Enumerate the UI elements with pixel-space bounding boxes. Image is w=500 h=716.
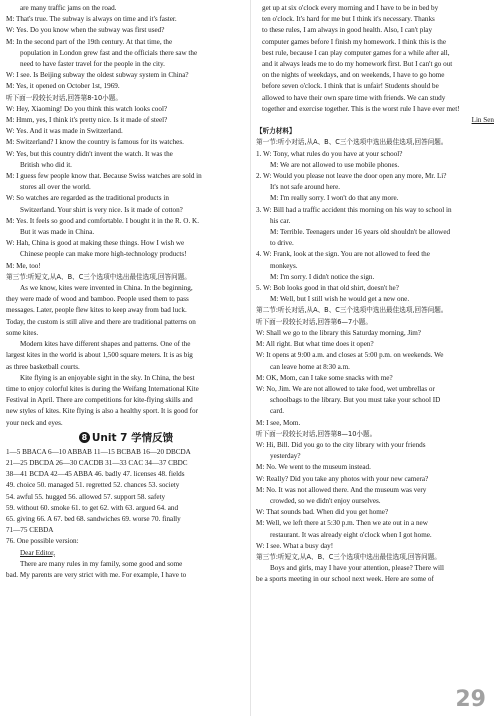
left-text-line: W: Yes, but this country didn't invent the watch. It was the xyxy=(6,149,173,158)
left-text-line: M: I guess few people know that. Because Swiss watches are sold in xyxy=(6,172,202,181)
right-text-line: M: No. We went to the museum instead. xyxy=(256,463,371,472)
left-text-line: Today, the custom is still alive and there are traditional patterns on xyxy=(6,317,196,326)
answer-line: 76. One possible version: xyxy=(6,537,79,546)
left-text-line: But it was made in China. xyxy=(20,228,95,237)
left-text-line: as three basketball courts. xyxy=(6,362,80,371)
answer-line: 54. awful 55. hugged 56. allowed 57. support 58. safety xyxy=(6,492,166,501)
right-text-line: yesterday? xyxy=(270,452,301,461)
listening-script-left xyxy=(6,3,246,429)
right-text-line: W: Shall we go to the library this Saturday morning, Jim? xyxy=(256,328,421,337)
right-text-line: on the nights of weekdays, and on weekends, I have to go home xyxy=(262,71,445,80)
column-divider xyxy=(250,0,251,716)
left-text-line: messages. Later, people flew kites to keep away from bad luck. xyxy=(6,306,187,315)
answer-line: Dear Editor, xyxy=(20,548,56,557)
right-text-line: 听下面一段较长对话,回答第8—10小题。 xyxy=(256,429,377,438)
answer-line: 49. choice 50. managed 51. regretted 52. chances 53. society xyxy=(6,481,180,490)
left-text-line: M: That's true. The subway is always on time and it's faster. xyxy=(6,15,177,24)
left-text-line: your neck and eyes. xyxy=(6,418,63,427)
right-text-line: 3. W: Bill had a traffic accident this morning on his way to school in xyxy=(256,205,452,214)
right-text-line: 第三节:听短文,从A、B、C三个选项中选出最佳选项,回答问题。 xyxy=(256,552,441,561)
right-text-line: best rule, because I can play computer games for a while after all, xyxy=(262,48,450,57)
right-text-line: M: We are not allowed to use mobile phones. xyxy=(270,160,400,169)
page-number: 29 xyxy=(455,687,486,712)
answer-key xyxy=(6,447,246,581)
right-text-line: to these rules, I am always in good health. Also, I can't play xyxy=(262,26,433,35)
right-text-line: card. xyxy=(270,407,285,416)
right-text-line: 第一节:听小对话,从A、B、C三个选项中选出最佳选项,回答问题。 xyxy=(256,138,448,147)
answer-line: 71—75 CEBDA xyxy=(6,526,54,535)
unit-number-badge: 8 xyxy=(79,432,90,443)
right-text-line: Boys and girls, may I have your attention, please? There will xyxy=(270,564,444,573)
right-text-line: restaurant. It was already eight o'clock when I got home. xyxy=(270,530,432,539)
right-text-line: his car. xyxy=(270,216,291,225)
left-text-line: Switzerland. Your shirt is very nice. Is it made of cotton? xyxy=(20,205,183,214)
right-text-line: crowded, so we didn't enjoy ourselves. xyxy=(270,496,381,505)
right-text-line: computer games before I finish my homework. I think this is the xyxy=(262,37,447,46)
left-text-line: 听下面一段较长对话,回答第8-10小题。 xyxy=(6,93,122,102)
left-text-line: population in London grew fast and the officials there saw the xyxy=(20,48,198,57)
right-text-line: W: That sounds bad. When did you get home? xyxy=(256,508,389,517)
right-text-line: to drive. xyxy=(270,239,294,248)
answer-line: 38—41 BCDA 42—45 ABBA 46. badly 47. licenses 48. fields xyxy=(6,470,185,479)
right-text-line: 5. W: Bob looks good in that old shirt, doesn't he? xyxy=(256,284,399,293)
left-text-line: they were made of wood and bamboo. People used them to pass xyxy=(6,295,189,304)
right-text-line: W: It opens at 9:00 a.m. and closes at 5:00 p.m. on weekends. We xyxy=(256,351,444,360)
right-text-line: 听下面一段较长对话,回答第6—7小题。 xyxy=(256,317,372,326)
right-text-line: W: I see. What a busy day! xyxy=(256,541,334,550)
right-text-line: M: All right. But what time does it open? xyxy=(256,340,374,349)
left-text-line: W: Hey, Xiaoming! Do you think this watch looks cool? xyxy=(6,104,168,113)
right-text-line: before seven o'clock. I think that is unfair! Students should be xyxy=(262,82,439,91)
right-text-line: M: Terrible. Teenagers under 16 years old shouldn't be allowed xyxy=(270,228,451,237)
right-text-line: can leave home at 8:30 a.m. xyxy=(270,362,350,371)
right-text-line: M: I see, Mom. xyxy=(256,418,301,427)
left-text-line: largest kites in the world is about 1,500 square meters. It is as big xyxy=(6,351,193,360)
left-text-line: time to enjoy colorful kites is during the Weifang International Kite xyxy=(6,384,199,393)
left-text-line: W: So watches are regarded as the traditional products in xyxy=(6,194,169,203)
left-text-line: Kite flying is an enjoyable sight in the sky. In China, the best xyxy=(20,373,195,382)
answer-line: 65. giving 66. A 67. bed 68. sandwiches 69. worse 70. finally xyxy=(6,514,181,523)
right-text-line: W: Really? Did you take any photos with your new camera? xyxy=(256,474,429,483)
left-text-line: Modern kites have different shapes and patterns. One of the xyxy=(20,340,191,349)
left-text-line: M: Yes. It feels so good and comfortable. I bought it in the R. O. K. xyxy=(6,216,199,225)
left-text-line: British who did it. xyxy=(20,160,72,169)
left-text-line: need to have faster travel for the people in the city. xyxy=(20,60,165,69)
right-text-line: M: No. It was not allowed there. And the museum was very xyxy=(256,485,427,494)
right-text-line: get up at six o'clock every morning and I have to be in bed by xyxy=(262,4,439,12)
right-text-line: M: I'm sorry. I didn't notice the sign. xyxy=(270,272,375,281)
left-text-line: Chinese people can make more high-technology products! xyxy=(20,250,187,259)
right-text-line: allowed to have their own spare time with friends. We can study xyxy=(262,93,446,102)
answer-line: 59. without 60. smoke 61. to get 62. with 63. argued 64. and xyxy=(6,503,179,512)
left-text-line: M: Me, too! xyxy=(6,261,41,270)
unit-heading xyxy=(6,430,246,446)
unit-title-text: Unit 7 学情反馈 xyxy=(91,431,174,444)
right-text-line: It's not safe around here. xyxy=(270,183,341,192)
left-text-line: are many traffic jams on the road. xyxy=(20,4,117,12)
listening-script-right xyxy=(256,3,494,586)
answer-line: 21—25 DBCDA 26—30 CACDB 31—33 CAC 34—37 CBDC xyxy=(6,458,188,467)
left-text-line: M: Switzerland? I know the country is famous for its watches. xyxy=(6,138,184,147)
right-text-line: and it always leads me to do my homework first. But I can't go out xyxy=(262,60,453,69)
left-text-line: As we know, kites were invented in China. In the beginning, xyxy=(20,284,193,293)
left-text-line: W: Yes. Do you know when the subway was first used? xyxy=(6,26,165,35)
right-text-line: Lin Sen xyxy=(471,116,494,125)
left-column xyxy=(6,3,246,581)
left-text-line: 第三节:听短文,从A、B、C三个选项中选出最佳选项,回答问题。 xyxy=(6,272,191,281)
left-text-line: some kites. xyxy=(6,328,39,337)
left-text-line: M: Yes, it opened on October 1st, 1969. xyxy=(6,82,120,91)
right-text-line: W: Hi, Bill. Did you go to the city library with your friends xyxy=(256,440,426,449)
right-text-line: be a sports meeting in our school next week. Here are some of xyxy=(256,575,434,584)
right-text-line: 1. W: Tony, what rules do you have at your school? xyxy=(256,149,403,158)
right-text-line: 【听力材料】 xyxy=(256,127,296,136)
right-text-line: 4. W: Frank, look at the sign. You are not allowed to feed the xyxy=(256,250,430,259)
right-text-line: monkeys. xyxy=(270,261,298,270)
left-text-line: stores all over the world. xyxy=(20,183,91,192)
right-text-line: M: Well, we left there at 5:30 p.m. Then we ate out in a new xyxy=(256,519,428,528)
answer-line: 1—5 BBACA 6—10 ABBAB 11—15 BCBAB 16—20 DBCDA xyxy=(6,447,191,456)
answer-line: bad. My parents are very strict with me. For example, I have to xyxy=(6,570,187,579)
left-text-line: W: I see. Is Beijing subway the oldest subway system in China? xyxy=(6,71,189,80)
right-text-line: together and exercise together. This is the worst rule I have ever met! xyxy=(262,104,460,113)
right-text-line: ten o'clock. It's hard for me but I think it's necessary. Thanks xyxy=(262,15,435,24)
right-text-line: M: Well, but I still wish he would get a new one. xyxy=(270,295,410,304)
right-text-line: 第二节:听长对话,从A、B、C三个选项中选出最佳选项,回答问题。 xyxy=(256,306,448,315)
right-text-line: W: No, Jim. We are not allowed to take food, wet umbrellas or xyxy=(256,384,435,393)
left-text-line: Festival in April. There are competitions for kite-flying skills and xyxy=(6,396,193,405)
answer-line: There are many rules in my family, some good and some xyxy=(20,559,183,568)
right-text-line: 2. W: Would you please not leave the door open any more, Mr. Li? xyxy=(256,172,447,181)
left-text-line: W: Hah, China is good at making these things. How I wish we xyxy=(6,239,185,248)
left-text-line: new styles of kites. Kite flying is also a healthy sport. It is good for xyxy=(6,407,198,416)
left-text-line: W: Yes. And it was made in Switzerland. xyxy=(6,127,123,136)
right-text-line: M: I'm really sorry. I won't do that any more. xyxy=(270,194,399,203)
left-text-line: M: Hmm, yes, I think it's pretty nice. Is it made of steel? xyxy=(6,116,168,125)
right-column xyxy=(256,3,494,586)
left-text-line: M: In the second part of the 19th century. At that time, the xyxy=(6,37,173,46)
right-text-line: M: OK, Mom, can I take some snacks with me? xyxy=(256,373,393,382)
right-text-line: schoolbags to the library. But you must take your school ID xyxy=(270,396,441,405)
